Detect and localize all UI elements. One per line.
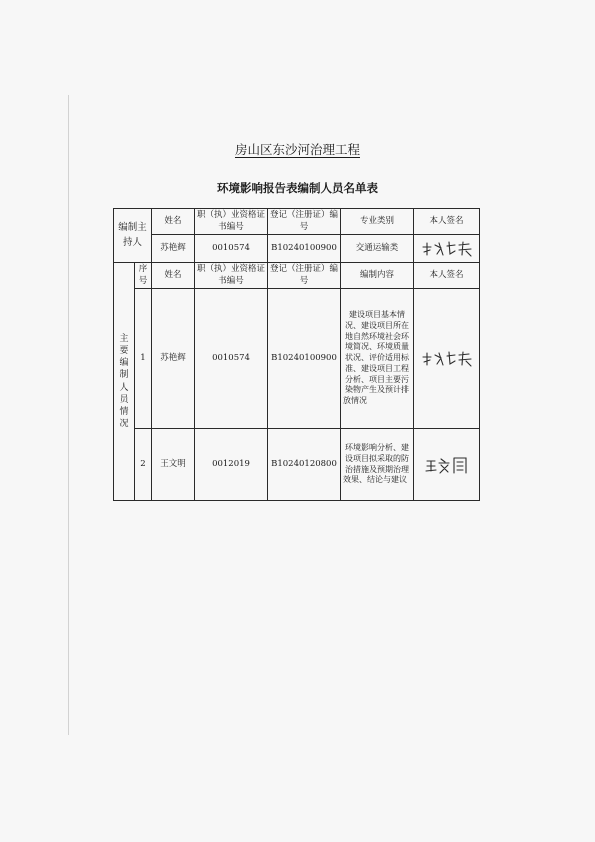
main-header-name: 姓名: [152, 263, 195, 289]
row-seq: 2: [135, 429, 152, 501]
row-cert-no: 0010574: [195, 289, 268, 429]
signature-image: [420, 349, 474, 369]
main-header-signature: 本人签名: [414, 263, 480, 289]
host-signature-image: [419, 239, 475, 259]
main-header-seq: 序号: [135, 263, 152, 289]
signature-image: [423, 454, 471, 476]
table-row: [114, 429, 480, 501]
host-header-row: [114, 209, 480, 235]
staff-table: [113, 208, 480, 501]
host-specialty: 交通运输类: [341, 235, 414, 263]
host-signature-cell: [414, 235, 480, 263]
host-label-cell: [114, 209, 152, 263]
host-reg-no: B10240100900: [268, 235, 341, 263]
main-label: 主要编制人员情况: [119, 333, 129, 429]
host-header-specialty: 专业类别: [341, 209, 414, 235]
host-label: 编制主持人: [118, 222, 147, 248]
host-cert-no: 0010574: [195, 235, 268, 263]
host-name: 苏艳辉: [152, 235, 195, 263]
host-header-reg: 登记（注册证）编号: [268, 209, 341, 235]
main-header-content: 编制内容: [341, 263, 414, 289]
host-header-name: 姓名: [152, 209, 195, 235]
row-name: 王文明: [152, 429, 195, 501]
host-data-row: [114, 235, 480, 263]
row-content: 环境影响分析、建设项目拟采取的防治措施及预期治理效果、结论与建议: [341, 429, 414, 501]
host-header-cert: 职（执）业资格证书编号: [195, 209, 268, 235]
table-row: [114, 289, 480, 429]
row-reg-no: B10240120800: [268, 429, 341, 501]
row-reg-no: B10240100900: [268, 289, 341, 429]
main-header-cert: 职（执）业资格证书编号: [195, 263, 268, 289]
main-label-cell: [114, 263, 135, 501]
main-header-row: [114, 263, 480, 289]
main-header-reg: 登记（注册证）编号: [268, 263, 341, 289]
row-signature-cell: [414, 429, 480, 501]
row-signature-cell: [414, 289, 480, 429]
row-cert-no: 0012019: [195, 429, 268, 501]
host-header-signature: 本人签名: [414, 209, 480, 235]
row-content: 建设项目基本情况、建设项目所在地自然环境社会环境简况、环境质量状况、评价适用标准、建设项目工程分析、项目主要污染物产生及预计排放情况: [341, 289, 414, 429]
table-title: 环境影响报告表编制人员名单表: [217, 181, 378, 195]
project-title: 房山区东沙河治理工程: [234, 142, 360, 157]
row-seq: 1: [135, 289, 152, 429]
row-name: 苏艳辉: [152, 289, 195, 429]
